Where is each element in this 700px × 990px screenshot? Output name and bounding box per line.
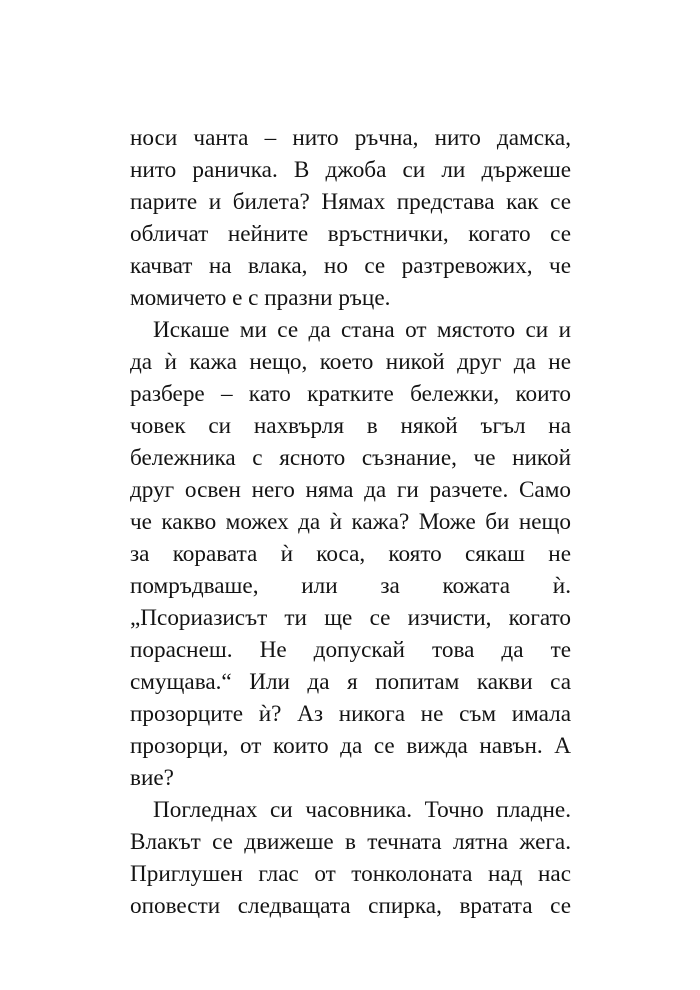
text-line: друг освен него няма да ги разчете. Само	[130, 477, 571, 503]
text-line: носи чанта – нито ръчна, нито дамска,	[130, 125, 571, 151]
text-line: Погледнах си часовника. Точно пладне.	[153, 797, 571, 823]
text-line: оповести следващата спирка, вратата се	[130, 893, 571, 919]
text-line: помръдваше, или за кожата ѝ.	[130, 573, 571, 599]
text-line: вие?	[130, 765, 174, 791]
text-line: парите и билета? Нямах представа как се	[130, 189, 571, 215]
text-line: пораснеш. Не допускай това да те	[130, 637, 571, 663]
text-line: момичето е с празни ръце.	[130, 285, 391, 311]
text-line: прозорците ѝ? Аз никога не съм имала	[130, 701, 571, 727]
paragraph-3	[130, 794, 571, 922]
text-line: за коравата ѝ коса, която сякаш не	[130, 541, 571, 567]
text-line: да ѝ кажа нещо, което никой друг да не	[130, 349, 571, 375]
text-line: прозорци, от които да се вижда навън. А	[130, 733, 571, 759]
text-line: обличат нейните връстнички, когато се	[130, 221, 571, 247]
text-line: Приглушен глас от тонколоната над нас	[130, 861, 571, 887]
text-line: качват на влака, но се разтревожих, че	[130, 253, 571, 279]
paragraph-2	[130, 314, 571, 794]
text-line: смущава.“ Или да я попитам какви са	[130, 669, 571, 695]
text-line: разбере – като кратките бележки, които	[130, 381, 571, 407]
text-line: „Псориазисът ти ще се изчисти, когато	[130, 605, 571, 631]
text-line: човек си нахвърля в някой ъгъл на	[130, 413, 571, 439]
page-text	[130, 122, 571, 922]
text-line: нито раничка. В джоба си ли държеше	[130, 157, 571, 183]
text-line: бележника с ясното съзнание, че никой	[130, 445, 571, 471]
paragraph-1	[130, 122, 571, 314]
text-line: че какво можех да ѝ кажа? Може би нещо	[130, 509, 571, 535]
text-line: Влакът се движеше в течната лятна жега.	[130, 829, 571, 855]
text-line: Искаше ми се да стана от мястото си и	[153, 317, 571, 343]
